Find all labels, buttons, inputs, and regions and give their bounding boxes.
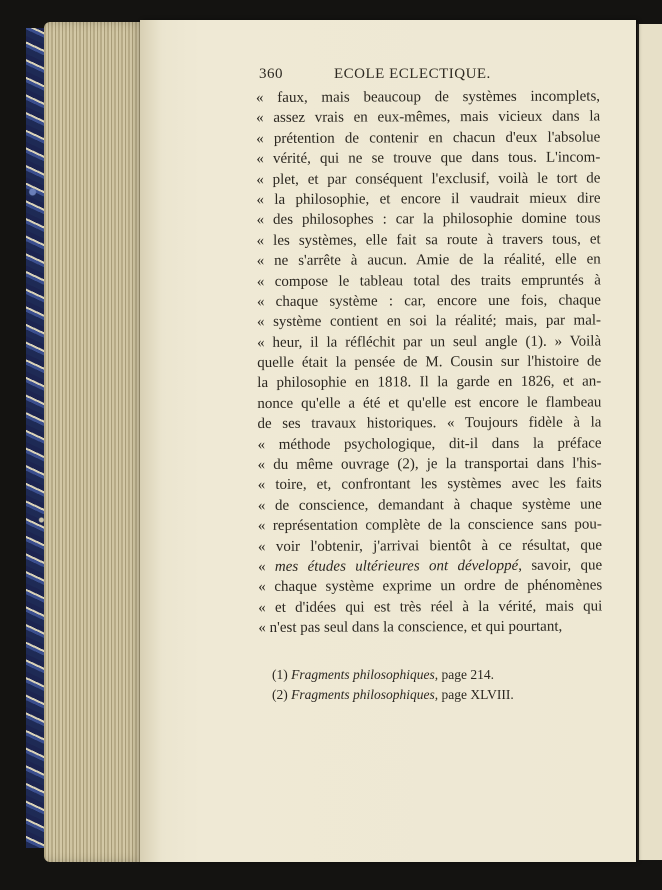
footnote-mark: (2)	[272, 687, 288, 702]
text-line: « la philosophie, et encore il vaudrait mieux dire	[256, 190, 601, 208]
text-line: « plet, et par conséquent l'exclusif, voilà le tort de	[256, 170, 601, 188]
text-line: « des philosophes : car la philosophie domine tous	[256, 210, 601, 229]
footnotes	[272, 665, 572, 705]
text-line: « système contient en soi la réalité; mais, par mal-	[256, 312, 602, 331]
running-head	[259, 66, 619, 83]
text-line: « toire, et, confrontant les systèmes avec les faits	[257, 475, 602, 494]
running-title: ECOLE ECLECTIQUE.	[334, 66, 491, 82]
page-number: 360	[259, 66, 283, 82]
text-line: « compose le tableau total des traits empruntés à	[256, 272, 601, 290]
book-page	[140, 20, 636, 862]
body-text	[256, 86, 602, 638]
line-suffix: , savoir, que	[518, 557, 603, 574]
text-line: « n'est pas seul dans la conscience, et qui pourtant,	[258, 618, 563, 637]
text-line: « faux, mais beaucoup de systèmes incomplets,	[256, 88, 601, 106]
text-line: quelle était la pensée de M. Cousin sur l'histoire de	[257, 353, 602, 372]
text-line: « de conscience, demandant à chaque système une	[257, 496, 602, 514]
text-line: « chaque système exprime un ordre de phénomènes	[258, 577, 603, 596]
footnote-title: Fragments philosophiques	[291, 687, 435, 702]
text-line: « représentation complète de la conscience sans pou-	[257, 516, 602, 535]
footnote-title: Fragments philosophiques	[291, 667, 435, 682]
text-line-with-italic	[258, 555, 602, 577]
text-line: « vérité, qui ne se trouve que dans tous. L'incom-	[256, 149, 601, 168]
facing-page-edge	[637, 24, 662, 860]
text-line: « heur, il la réfléchit par un seul angle (1). » Voilà	[257, 333, 602, 351]
text-line: « et d'idées qui est très réel à la vérité, mais qui	[258, 598, 603, 616]
text-line: « voir l'obtenir, j'arrivai bientôt à ce résultat, que	[257, 537, 603, 555]
italic-quote: mes études ultérieures ont développé	[274, 557, 519, 575]
text-line: nonce qu'elle a été et qu'elle est encore le flambeau	[257, 394, 602, 412]
text-line: « prétention de contenir en chacun d'eux l'absolue	[256, 129, 601, 147]
text-line: « chaque système : car, encore une fois, chaque	[256, 292, 601, 310]
text-line: « ne s'arrête à aucun. Amie de la réalité, elle en	[256, 251, 601, 270]
footnote-2	[272, 685, 572, 705]
text-line: de ses travaux historiques. « Toujours fidèle à la	[257, 414, 602, 433]
footnote-mark: (1)	[272, 667, 288, 682]
text-line: « du même ouvrage (2), je la transportai dans l'his-	[257, 455, 602, 474]
page-edges	[44, 22, 144, 862]
footnote-rest: , page XLVIII.	[434, 687, 514, 702]
text-line: « méthode psychologique, dit-il dans la préface	[257, 435, 602, 453]
footnote-1	[272, 665, 572, 685]
text-line: « les systèmes, elle fait sa route à travers tous, et	[256, 231, 601, 249]
line-prefix: «	[258, 558, 275, 575]
footnote-rest: , page 214.	[434, 667, 494, 682]
text-line: « assez vrais en eux-mêmes, mais vicieux dans la	[256, 108, 601, 127]
text-line: la philosophie en 1818. Il la garde en 1826, et an-	[257, 373, 602, 392]
